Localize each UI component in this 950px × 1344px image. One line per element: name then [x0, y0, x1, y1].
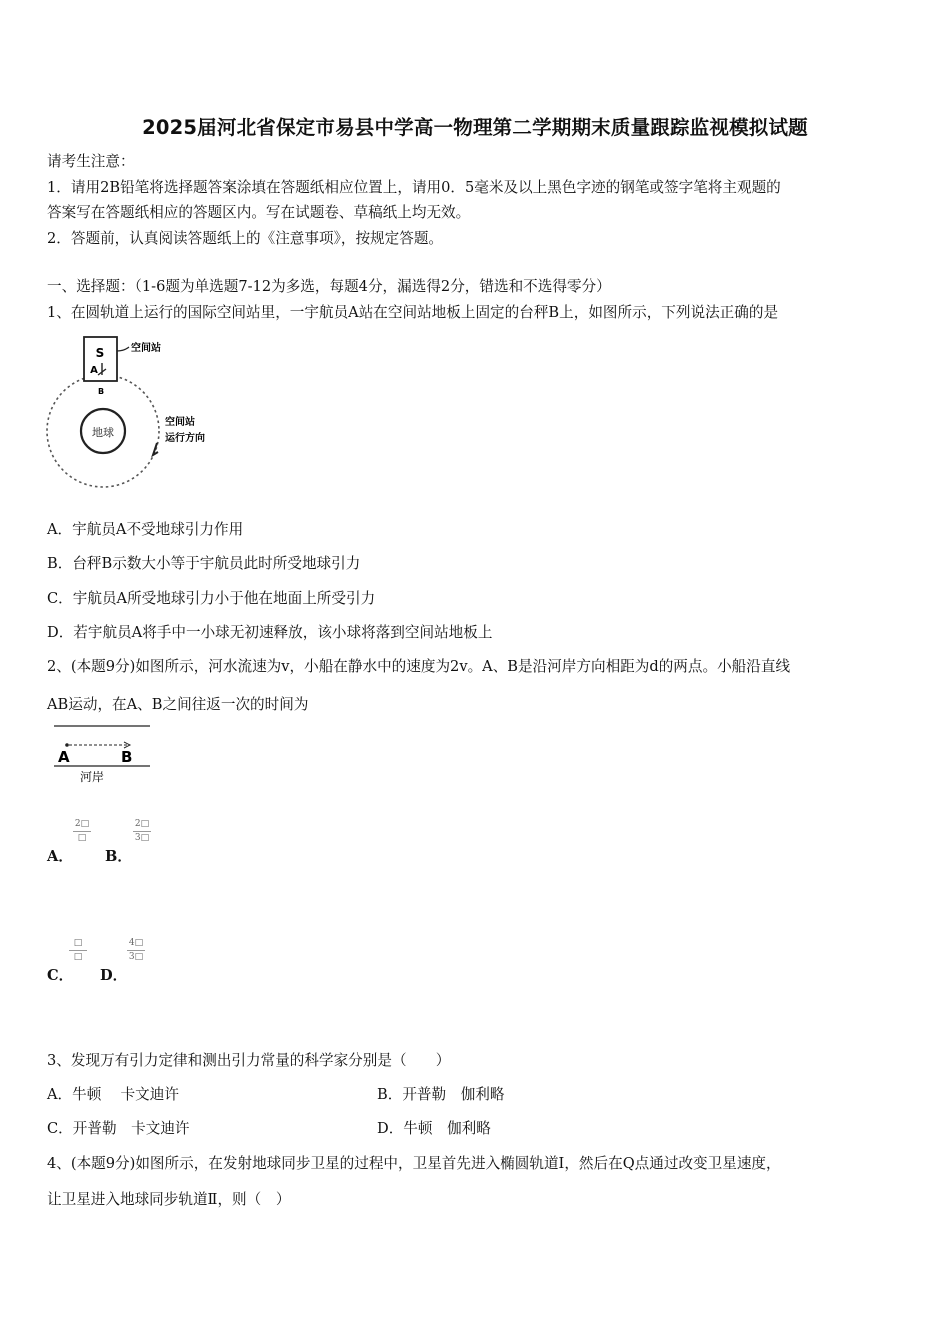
- station-label: 空间站: [131, 343, 161, 354]
- q2-option-a-label: A．: [47, 848, 73, 865]
- fraction-bar: [133, 831, 151, 832]
- point-a: [65, 743, 69, 747]
- q2-option-c-label: C．: [47, 967, 74, 984]
- astronaut-a-label: A: [90, 365, 98, 376]
- earth-label: 地球: [92, 426, 114, 439]
- river-figure: [48, 718, 158, 788]
- q2-option-d-label: D．: [100, 967, 128, 984]
- question-4-stem-2: 让卫星进入地球同步轨道Ⅱ，则（ ）: [47, 1191, 291, 1208]
- fraction-denominator: □: [73, 952, 83, 962]
- motion-label-2: 运行方向: [165, 433, 205, 444]
- question-4-stem-1: 4、(本题9分)如图所示，在发射地球同步卫星的过程中，卫星首先进入椭圆轨道Ⅰ，然后在Q点通过改变卫星速度，: [47, 1155, 781, 1172]
- fraction-bar: [69, 950, 87, 951]
- fraction-denominator: □: [77, 833, 87, 843]
- q3-option-a: A．牛顿 卡文迪许: [47, 1086, 179, 1103]
- fraction-numerator: 4□: [128, 938, 144, 948]
- notice-heading: 请考生注意：: [47, 153, 135, 170]
- point-b-label: B: [121, 748, 133, 766]
- question-2-stem-2: AB运动，在A、B之间往返一次的时间为: [47, 696, 309, 713]
- question-2-stem-1: 2、(本题9分)如图所示，河水流速为v，小船在静水中的速度为2v。A、B是沿河岸方向相距为d的两点。小船沿直线: [47, 658, 791, 675]
- motion-label-1: 空间站: [165, 417, 195, 428]
- fraction-denominator: 3□: [128, 952, 144, 962]
- fraction-numerator: 2□: [134, 819, 150, 829]
- page-title: 2025届河北省保定市易县中学高一物理第二学期期末质量跟踪监视模拟试题: [142, 116, 808, 139]
- q1-option-a: A．宇航员A不受地球引力作用: [47, 521, 244, 538]
- q2-fraction-c: [67, 938, 89, 963]
- q1-option-b: B．台秤B示数大小等于宇航员此时所受地球引力: [47, 555, 361, 572]
- fraction-bar: [127, 950, 145, 951]
- question-3-stem: 3、发现万有引力定律和测出引力常量的科学家分别是（ ）: [47, 1052, 451, 1069]
- q3-option-d: D．牛顿 伽利略: [377, 1120, 491, 1137]
- q3-option-c: C．开普勒 卡文迪许: [47, 1120, 190, 1137]
- q2-option-b-label: B．: [105, 848, 132, 865]
- q1-option-d: D．若宇航员A将手中一小球无初速释放，该小球将落到空间站地板上: [47, 624, 493, 641]
- notice-line-1b: 答案写在答题纸相应的答题区内。写在试题卷、草稿纸上均无效。: [47, 204, 471, 221]
- fraction-bar: [73, 831, 91, 832]
- fraction-denominator: 3□: [134, 833, 150, 843]
- space-station-figure: [44, 333, 244, 498]
- bank-label: 河岸: [80, 770, 105, 784]
- q3-option-b: B．开普勒 伽利略: [377, 1086, 505, 1103]
- fraction-numerator: □: [73, 938, 83, 948]
- notice-line-1: 1．请用2B铅笔将选择题答案涂填在答题纸相应位置上，请用0．5毫米及以上黑色字迹的钢笔或签字笔将主观题的: [47, 179, 781, 196]
- motion-direction-arrow: [153, 443, 158, 455]
- q2-fraction-d: [125, 938, 147, 963]
- fraction-numerator: 2□: [74, 819, 90, 829]
- leader-line: [117, 347, 129, 351]
- q1-option-c: C．宇航员A所受地球引力小于他在地面上所受引力: [47, 590, 376, 607]
- notice-line-2: 2．答题前，认真阅读答题纸上的《注意事项》，按规定答题。: [47, 230, 444, 247]
- point-a-label: A: [58, 748, 70, 766]
- question-1-stem: 1、在圆轨道上运行的国际空间站里，一宇航员A站在空间站地板上固定的台秤B上，如图所示，下列说法正确的是: [47, 304, 779, 321]
- scale-s-label: S: [95, 346, 105, 360]
- q2-fraction-a: [71, 819, 93, 844]
- section-heading: 一、选择题：（1-6题为单选题7-12为多选，每题4分，漏选得2分，错选和不选得零分）: [47, 278, 611, 295]
- q2-fraction-b: [131, 819, 153, 844]
- scale-b-label: B: [97, 387, 105, 396]
